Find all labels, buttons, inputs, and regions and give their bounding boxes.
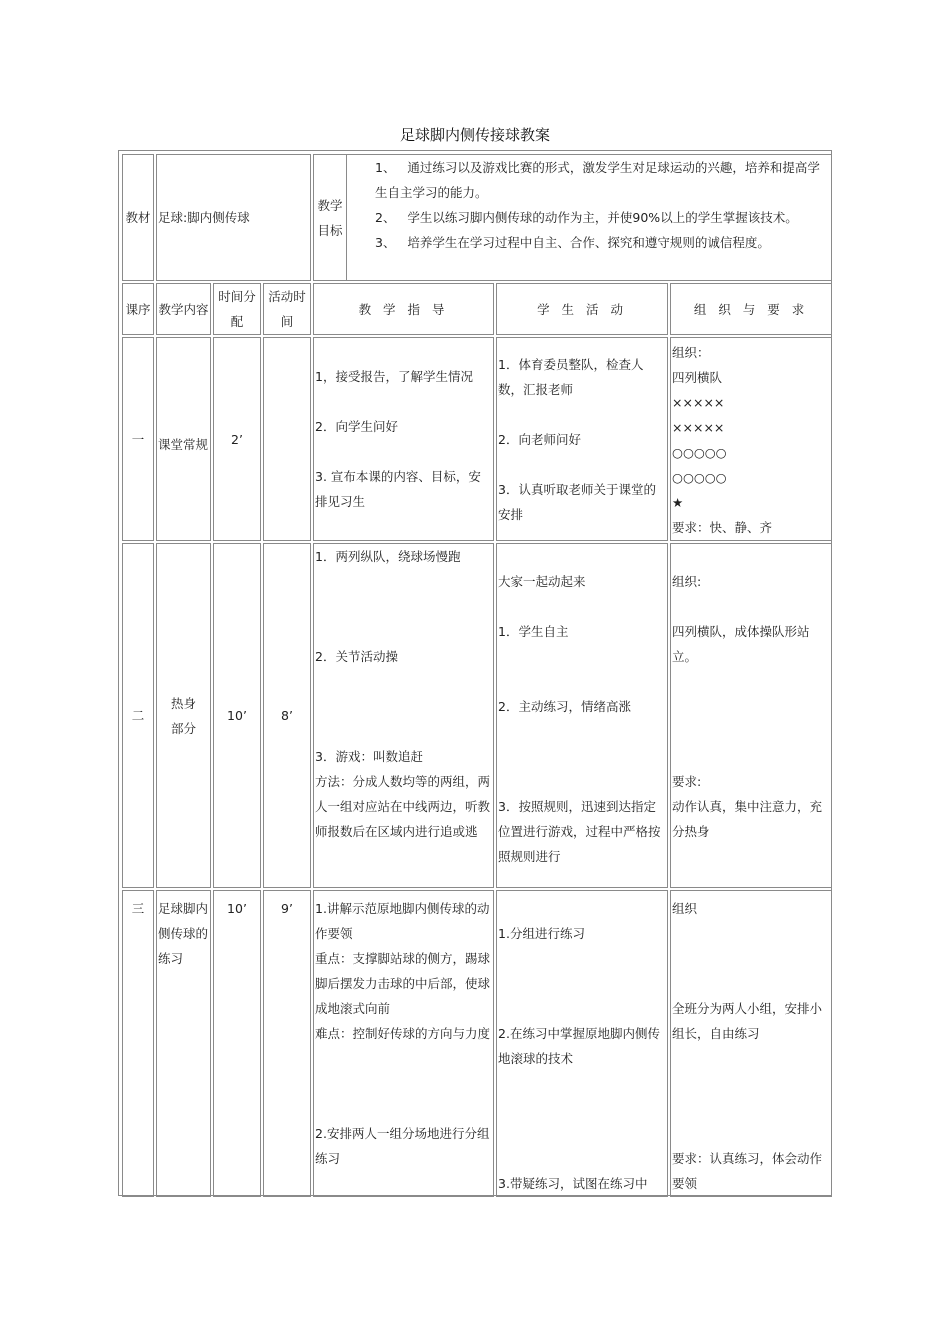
col-header-guide: 教 学 指 导 bbox=[313, 283, 494, 335]
row-activity: 8’ bbox=[263, 543, 311, 888]
row-student bbox=[496, 543, 668, 888]
guide-item: 1.讲解示范原地脚内侧传球的动作要领 bbox=[315, 901, 490, 941]
col-header-activity: 活动时间 bbox=[263, 283, 311, 335]
org-item: 要求：认真练习，体会动作要领 bbox=[672, 1151, 823, 1191]
org-item: 组织 bbox=[672, 901, 698, 916]
student-item: 2．向老师问好 bbox=[498, 431, 581, 447]
col-header-org: 组 织 与 要 求 bbox=[670, 283, 832, 335]
org-item: 要求：快、静、齐 bbox=[672, 520, 773, 535]
row-guide bbox=[313, 890, 494, 1197]
student-item: 2.在练习中掌握原地脚内侧传地滚球的技术 bbox=[498, 1026, 660, 1066]
org-item: 四列横队，成体操队形站立。 bbox=[672, 624, 810, 664]
row-content: 热身部分 bbox=[156, 543, 211, 888]
row-activity: 9’ bbox=[263, 890, 311, 1197]
student-item: 1．学生自主 bbox=[498, 624, 569, 639]
row-seq: 一 bbox=[122, 337, 154, 541]
goal-item: 2、 学生以练习脚内侧传球的动作为主，并使90%以上的学生掌握该技术。 bbox=[375, 210, 798, 225]
row-guide bbox=[313, 543, 494, 888]
row-seq: 三 bbox=[122, 890, 154, 1197]
guide-item: 方法：分成人数均等的两组，两人一组对应站在中线两边，听教师报数后在区域内进行追或逃 bbox=[315, 774, 491, 839]
org-item: 四列横队 bbox=[672, 370, 723, 385]
row-content: 课堂常规 bbox=[156, 337, 211, 541]
formation-row: ○○○○○ bbox=[672, 445, 727, 460]
student-item: 3．按照规则，迅速到达指定位置进行游戏，过程中严格按照规则进行 bbox=[498, 799, 661, 864]
guide-item: 难点：控制好传球的方向与力度 bbox=[315, 1026, 491, 1041]
col-header-time: 时间分配 bbox=[213, 283, 261, 335]
org-item: 组织： bbox=[672, 345, 710, 360]
org-item: 要求: bbox=[672, 774, 702, 789]
row-guide bbox=[313, 337, 494, 541]
guide-item: 3. 宣布本课的内容、目标，安排见习生 bbox=[315, 469, 481, 509]
col-header-seq: 课序 bbox=[122, 283, 154, 335]
student-item: 3．认真听取老师关于课堂的安排 bbox=[498, 481, 656, 522]
row-content: 足球脚内侧传球的练习 bbox=[156, 890, 211, 1197]
col-header-student: 学 生 活 动 bbox=[496, 283, 668, 335]
row-time: 10’ bbox=[213, 890, 261, 1197]
goal-item: 3、 培养学生在学习过程中自主、合作、探究和遵守规则的诚信程度。 bbox=[375, 235, 770, 250]
student-item: 大家一起动起来 bbox=[498, 574, 586, 589]
guide-item: 1，接受报告，了解学生情况 bbox=[315, 369, 473, 384]
guide-item: 1．两列纵队，绕球场慢跑 bbox=[315, 549, 461, 564]
material-value: 足球:脚内侧传球 bbox=[156, 154, 311, 281]
table-header-row bbox=[122, 283, 832, 335]
row-org bbox=[670, 543, 832, 888]
lesson-plan-table bbox=[120, 152, 834, 1199]
table-row bbox=[122, 890, 832, 1197]
formation-row: ××××× bbox=[672, 395, 725, 410]
guide-item: 重点：支撑脚站球的侧方，踢球脚后摆发力击球的中后部，使球成地滚式向前 bbox=[315, 951, 491, 1016]
row-seq: 二 bbox=[122, 543, 154, 888]
material-label: 教材 bbox=[122, 154, 154, 281]
student-item: 1．体育委员整队，检查人数，汇报老师 bbox=[498, 356, 644, 397]
row-student bbox=[496, 337, 668, 541]
teacher-star-icon: ★ bbox=[672, 495, 684, 510]
row-org bbox=[670, 890, 832, 1197]
guide-item: 2．向学生问好 bbox=[315, 419, 398, 434]
row-activity bbox=[263, 337, 311, 541]
student-item: 3.带疑练习，试图在练习中 bbox=[498, 1176, 648, 1191]
formation-row: ××××× bbox=[672, 420, 725, 435]
document-title: 足球脚内侧传接球教案 bbox=[399, 126, 550, 144]
table-row bbox=[122, 337, 832, 541]
goals-label: 教学目标 bbox=[314, 155, 347, 280]
goal-item: 1、 通过练习以及游戏比赛的形式，激发学生对足球运动的兴趣，培养和提高学生自主学习的能力。 bbox=[375, 160, 820, 200]
table-row bbox=[122, 543, 832, 888]
row-time: 10’ bbox=[213, 543, 261, 888]
row-student bbox=[496, 890, 668, 1197]
guide-item: 2.安排两人一组分场地进行分组练习 bbox=[315, 1126, 490, 1166]
table-row bbox=[122, 154, 832, 281]
row-org bbox=[670, 337, 832, 541]
goals-list bbox=[347, 155, 832, 280]
org-item: 组织: bbox=[672, 574, 702, 589]
formation-row: ○○○○○ bbox=[672, 470, 727, 485]
guide-item: 3．游戏：叫数追赶 bbox=[315, 749, 423, 764]
student-item: 1.分组进行练习 bbox=[498, 926, 585, 941]
org-item: 动作认真，集中注意力，充分热身 bbox=[672, 799, 823, 839]
col-header-content: 教学内容 bbox=[156, 283, 211, 335]
student-item: 2．主动练习，情绪高涨 bbox=[498, 699, 631, 714]
guide-item: 2．关节活动操 bbox=[315, 649, 398, 664]
org-item: 全班分为两人小组，安排小组长，自由练习 bbox=[672, 1001, 823, 1041]
row-time: 2’ bbox=[213, 337, 261, 541]
